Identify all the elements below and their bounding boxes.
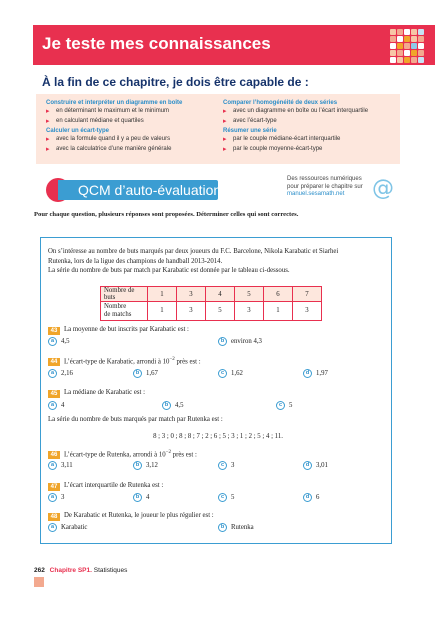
answer-choice[interactable] <box>218 461 234 470</box>
decorative-mosaic-icon <box>390 29 426 63</box>
choice-text: 4 <box>146 494 150 501</box>
choice-text: 4,5 <box>61 338 70 345</box>
table-cell: 3 <box>177 302 206 321</box>
resources-link[interactable]: manuel.sesamath.net <box>287 191 345 197</box>
choice-letter: a <box>48 337 57 346</box>
exponent: −2 <box>169 357 175 362</box>
table-cell: 1 <box>148 302 177 321</box>
objective-item: ▸ en déterminant le maximum et le minimum <box>46 107 226 117</box>
objective-item: ▸ avec la calculatrice d’une manière générale <box>46 145 226 155</box>
objective-item: ▸ par le couple médiane-écart interquartile <box>223 135 403 145</box>
choice-text: Rutenka <box>231 524 254 531</box>
question-text-part: L’écart-type de Rutenka, arrondi à 10 <box>64 451 166 459</box>
choice-letter: a <box>48 369 57 378</box>
table-header-cell: Nombre de buts <box>101 287 148 302</box>
choice-text: 3,01 <box>316 462 328 469</box>
rutenka-series: 8 ; 3 ; 0 ; 8 ; 8 ; 7 ; 2 ; 6 ; 5 ; 3 ; 1 ; 2 ; 5 ; 4 ; 11. <box>153 433 283 440</box>
choice-text: 3,11 <box>61 462 73 469</box>
answer-choice[interactable] <box>162 401 184 410</box>
choice-text: environ 4,3 <box>231 338 262 345</box>
question-number-badge: 45 <box>48 390 60 398</box>
answer-choice[interactable] <box>303 461 328 470</box>
choice-text: 5 <box>231 494 235 501</box>
choice-letter: d <box>303 493 312 502</box>
rutenka-intro: La série du nombre de buts marqués par match par Rutenka est : <box>48 416 223 423</box>
intro-line: Rutenka, lors de la ligue des champions de handball 2013-2014. <box>48 257 223 265</box>
answer-choice[interactable] <box>276 401 292 410</box>
answer-choice[interactable] <box>133 493 149 502</box>
choice-text: 1,67 <box>146 370 158 377</box>
choice-text: Karabatic <box>61 524 88 531</box>
choice-text: 3 <box>231 462 235 469</box>
table-cell: 3 <box>235 302 264 321</box>
question-text <box>64 357 201 365</box>
page-number: 262 <box>34 567 45 574</box>
choice-text: 4 <box>61 402 65 409</box>
question-text: La moyenne de but inscrits par Karabatic est : <box>64 326 189 333</box>
table-cell: 4 <box>206 287 235 302</box>
choice-letter: c <box>218 493 227 502</box>
intro-paragraph <box>48 247 388 276</box>
question-number-badge: 44 <box>48 358 60 366</box>
question-text: De Karabatic et Rutenka, le joueur le plus régulier est : <box>64 512 214 519</box>
choice-letter: b <box>218 523 227 532</box>
answer-choice[interactable] <box>218 337 262 346</box>
choice-letter: b <box>133 369 142 378</box>
chapter-label: Chapitre SP1. <box>49 567 92 574</box>
table-cell: 3 <box>177 287 206 302</box>
answer-choice[interactable] <box>218 523 254 532</box>
answer-choice[interactable] <box>48 401 64 410</box>
objective-heading: Calculer un écart-type <box>46 128 110 134</box>
answer-choice[interactable] <box>48 369 73 378</box>
table-cell: 6 <box>264 287 293 302</box>
choice-text: 1,62 <box>231 370 243 377</box>
question-number-badge: 48 <box>48 513 60 521</box>
objective-heading: Comparer l’homogénéité de deux séries <box>223 100 338 106</box>
resources-line: pour préparer le chapitre sur <box>287 183 363 190</box>
objective-item: ▸ en calculant médiane et quartiles <box>46 117 226 127</box>
objective-item: ▸ avec la formule quand il y a peu de valeurs <box>46 135 226 145</box>
answer-choice[interactable] <box>133 369 158 378</box>
page-footer <box>34 567 127 574</box>
choice-letter: a <box>48 461 57 470</box>
answer-choice[interactable] <box>218 369 243 378</box>
answer-choice[interactable] <box>218 493 234 502</box>
table-cell: 1 <box>148 287 177 302</box>
table-cell: 7 <box>293 287 322 302</box>
objective-heading: Construire et interpréter un diagramme en boîte <box>46 100 183 106</box>
choice-text: 3,12 <box>146 462 158 469</box>
objective-heading: Résumer une série <box>223 128 277 134</box>
table-header-cell <box>101 302 148 321</box>
objectives-left-column <box>46 98 226 154</box>
at-sign-icon: @ <box>372 176 394 201</box>
objective-item: ▸ avec un diagramme en boîte ou l’écart interquartile <box>223 107 403 117</box>
objectives-right-column <box>223 98 403 154</box>
qcm-title: QCM d’auto-évaluation <box>78 182 222 198</box>
intro-line: La série du nombre de buts par match par Karabatic est donnée par le tableau ci-dessous. <box>48 267 290 274</box>
choice-letter: a <box>48 493 57 502</box>
table-cell: 5 <box>206 302 235 321</box>
question-number-badge: 43 <box>48 327 60 335</box>
answer-choice[interactable] <box>303 493 319 502</box>
question-text: La médiane de Karabatic est : <box>64 389 145 396</box>
objective-item: ▸ par le couple moyenne-écart-type <box>223 145 403 155</box>
question-number-badge: 46 <box>48 451 60 459</box>
choice-text: 4,5 <box>175 402 184 409</box>
choice-text: 3 <box>61 494 65 501</box>
footer-decoration <box>34 577 44 587</box>
question-text-part: L’écart-type de Karabatic, arrondi à 10 <box>64 358 170 366</box>
table-header-line: de matchs <box>104 311 132 318</box>
question-text-part: près est : <box>174 358 201 366</box>
choice-letter: d <box>303 369 312 378</box>
choice-letter: a <box>48 401 57 410</box>
table-row <box>101 287 322 302</box>
answer-choice[interactable] <box>48 493 64 502</box>
choice-letter: c <box>218 369 227 378</box>
question-number-badge: 47 <box>48 483 60 491</box>
resources-note <box>287 176 367 199</box>
intro-line: On s’intéresse au nombre de buts marqués par deux joueurs du F.C. Barcelone, Nikola Karabatic et Siarhei <box>48 248 339 255</box>
choice-letter: d <box>303 461 312 470</box>
question-text: L’écart interquartile de Rutenka est : <box>64 482 164 489</box>
answer-choice[interactable] <box>48 461 73 470</box>
choice-letter: b <box>133 493 142 502</box>
answer-choice[interactable] <box>303 369 328 378</box>
resources-line: Des ressources numériques <box>287 176 362 182</box>
chapter-topic: Statistiques <box>93 567 128 574</box>
answer-choice[interactable] <box>133 461 158 470</box>
table-row <box>101 302 322 321</box>
choice-letter: c <box>276 401 285 410</box>
choice-text: 1,97 <box>316 370 328 377</box>
objective-item: ▸ avec l’écart-type <box>223 117 403 127</box>
choice-text: 5 <box>289 402 293 409</box>
goals-table <box>100 286 322 321</box>
choice-letter: b <box>133 461 142 470</box>
exponent: −2 <box>165 450 171 455</box>
objectives-title: À la fin de ce chapitre, je dois être capable de : <box>42 75 309 89</box>
choice-letter: c <box>218 461 227 470</box>
table-cell: 1 <box>264 302 293 321</box>
question-text <box>64 450 197 458</box>
page-title: Je teste mes connaissances <box>42 34 271 53</box>
choice-letter: b <box>162 401 171 410</box>
table-header-line: Nombre <box>104 303 127 310</box>
answer-choice[interactable] <box>48 337 70 346</box>
table-cell: 3 <box>293 302 322 321</box>
choice-text: 2,16 <box>61 370 73 377</box>
choice-text: 6 <box>316 494 320 501</box>
choice-letter: a <box>48 523 57 532</box>
choice-letter: b <box>218 337 227 346</box>
instruction-text: Pour chaque question, plusieurs réponses sont proposées. Déterminer celles qui sont correctes. <box>34 211 299 218</box>
question-text-part: près est : <box>171 451 197 459</box>
answer-choice[interactable] <box>48 523 87 532</box>
table-cell: 5 <box>235 287 264 302</box>
